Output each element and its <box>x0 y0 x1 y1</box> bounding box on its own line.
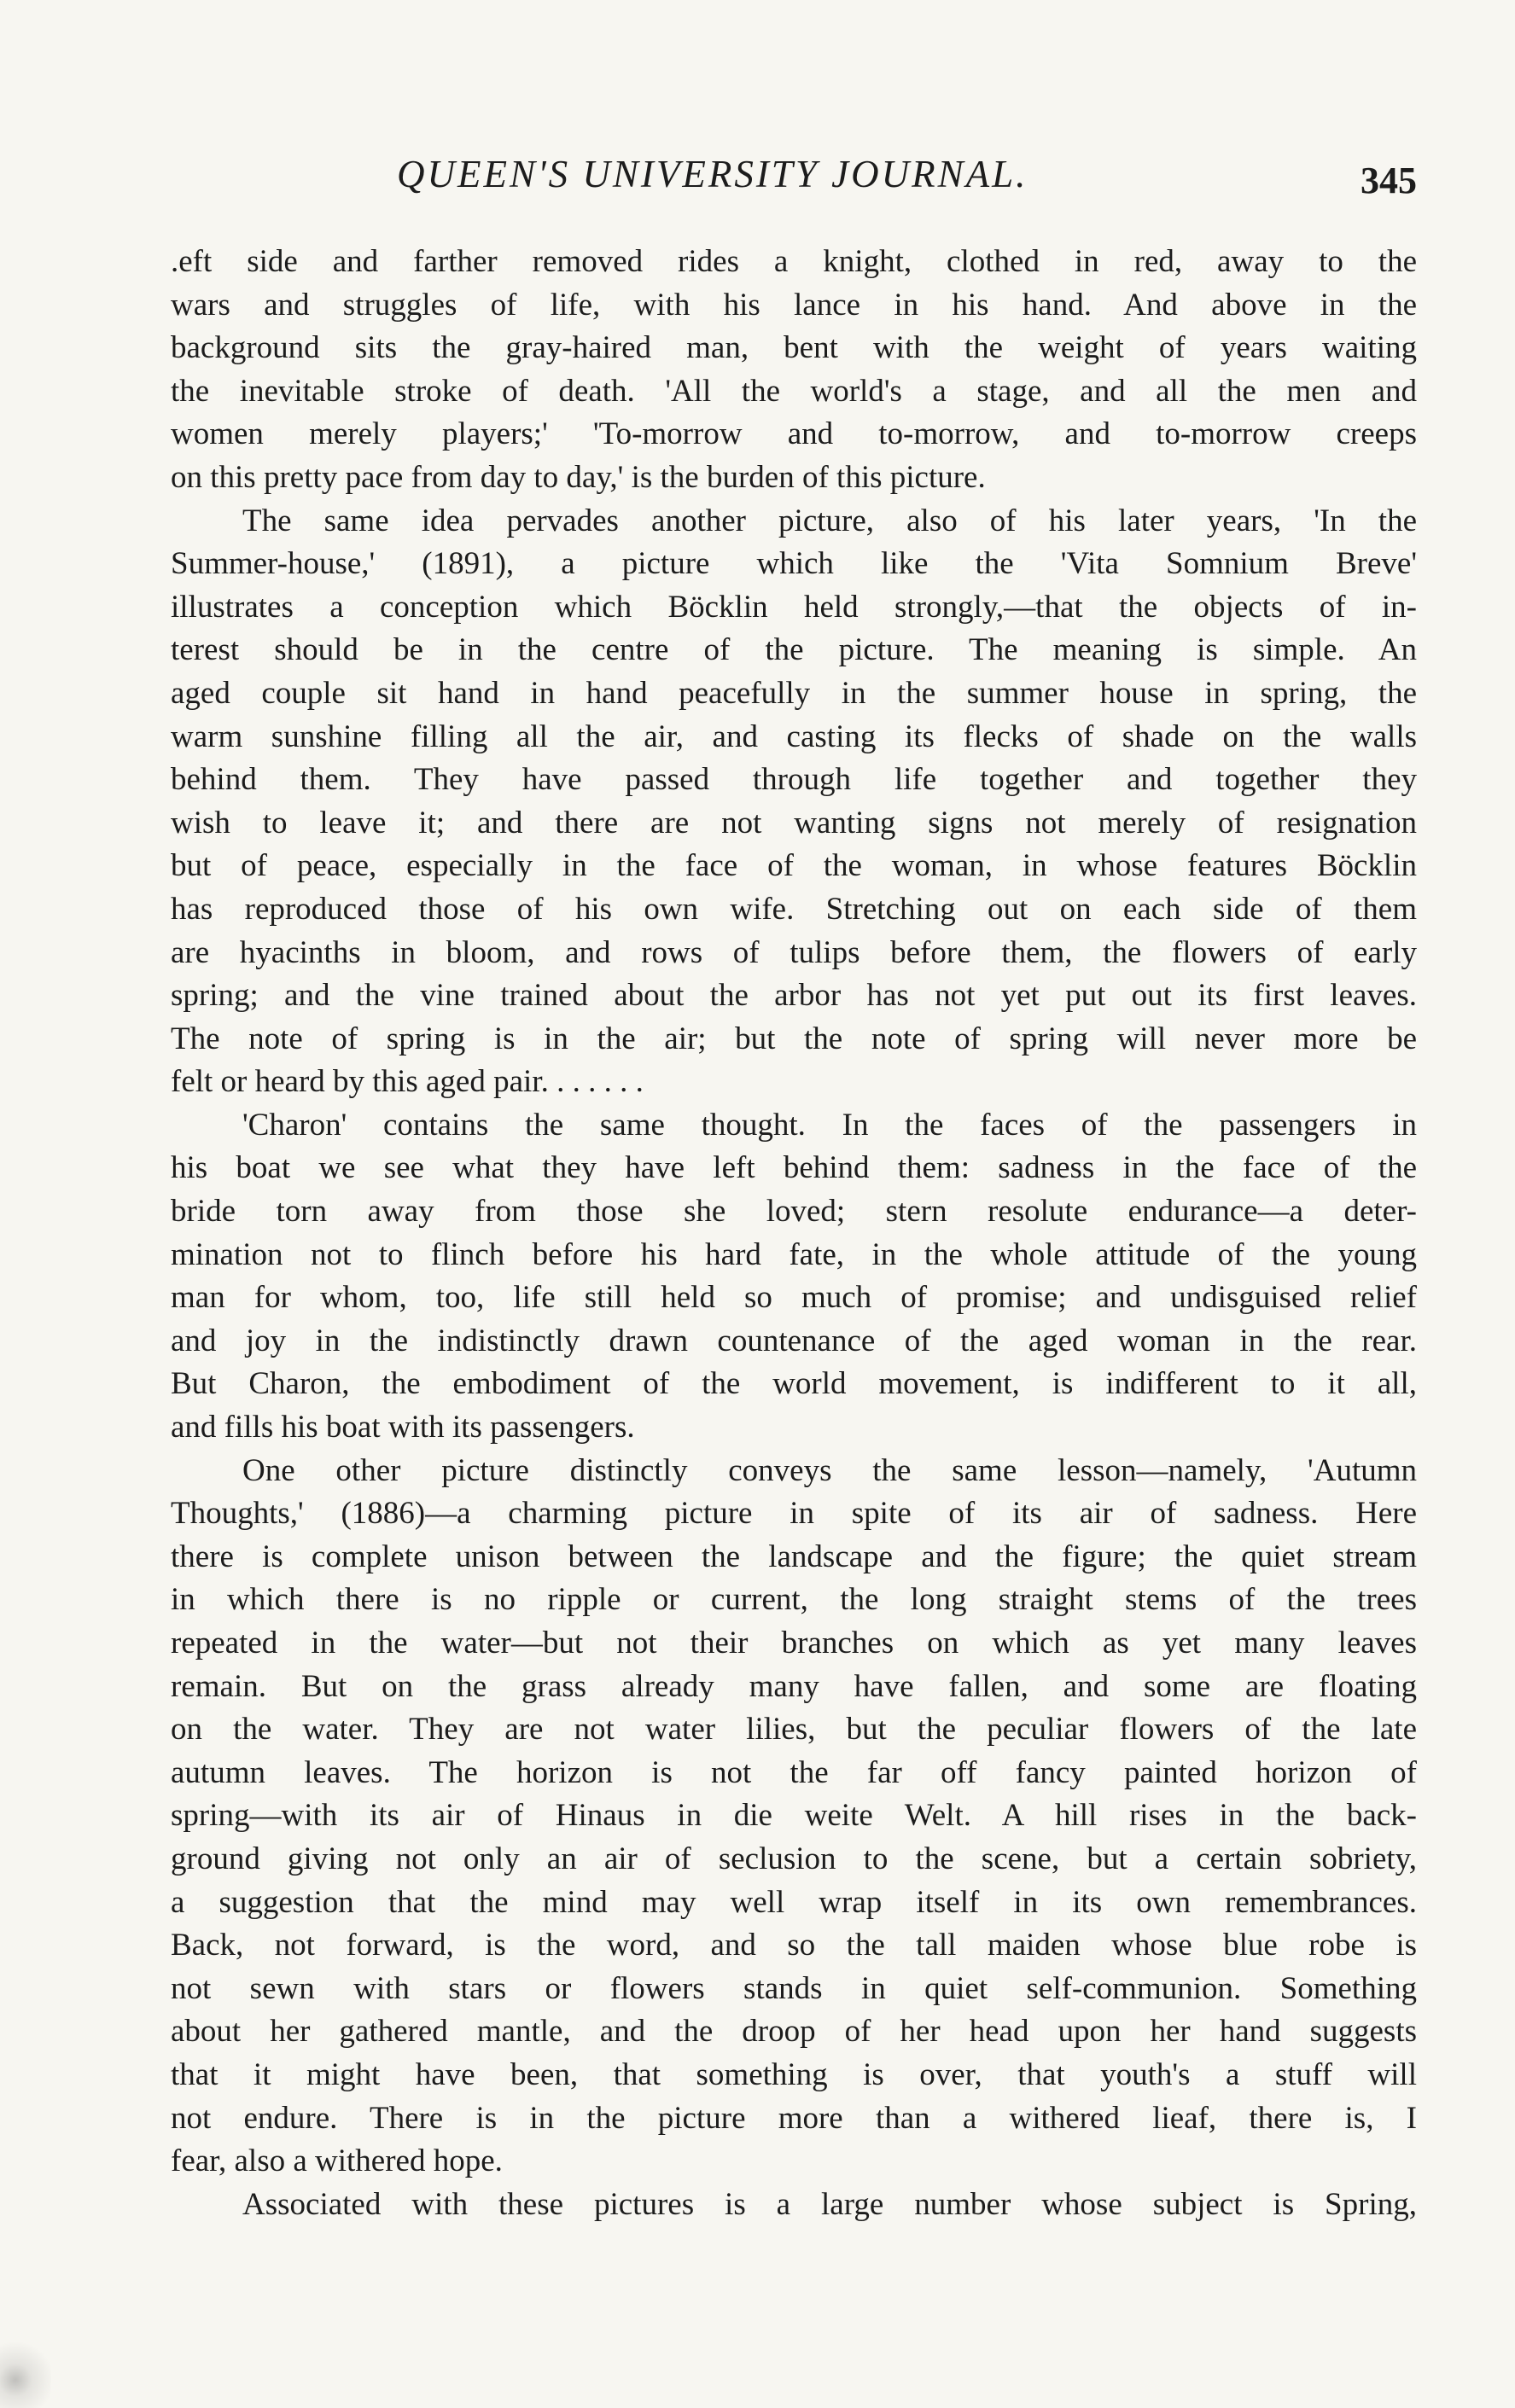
text-line: .eft side and farther removed rides a knight, clothed in red, away to the <box>171 244 1417 279</box>
text-line: spring; and the vine trained about the arbor has not yet put out its first leaves. <box>171 978 1417 1014</box>
text-line: Associated with these pictures is a large number whose subject is Spring, <box>242 2186 1417 2222</box>
scan-smudge <box>0 2338 51 2408</box>
text-line: Thoughts,' (1886)—a charming picture in spite of its air of sadness. Here <box>171 1496 1417 1532</box>
text-line: that it might have been, that something is over, that youth's a stuff will <box>171 2056 1417 2092</box>
text-line: man for whom, too, life still held so much of promise; and undisguised relief <box>171 1280 1417 1316</box>
text-line: Summer-house,' (1891), a picture which like the 'Vita Somnium Breve' <box>171 546 1417 582</box>
text-line: are hyacinths in bloom, and rows of tulips before them, the flowers of early <box>171 934 1417 970</box>
text-line: fear, also a withered hope. <box>171 2143 503 2179</box>
text-line: on the water. They are not water lilies, but the peculiar flowers of the late <box>171 1712 1417 1748</box>
text-line: felt or heard by this aged pair. . . . . . . <box>171 1064 644 1100</box>
text-line: But Charon, the embodiment of the world movement, is indifferent to it all, <box>171 1366 1417 1402</box>
text-line: bride torn away from those she loved; stern resolute endurance—a deter- <box>171 1194 1417 1230</box>
text-line: but of peace, especially in the face of the woman, in whose features Böcklin <box>171 848 1417 884</box>
text-line: not endure. There is in the picture more than a withered lieaf, there is, I <box>171 2100 1417 2136</box>
text-line: his boat we see what they have left behind them: sadness in the face of the <box>171 1150 1417 1186</box>
text-line: The note of spring is in the air; but the note of spring will never more be <box>171 1021 1417 1056</box>
text-line: not sewn with stars or flowers stands in quiet self-communion. Something <box>171 1970 1417 2006</box>
text-line: illustrates a conception which Böcklin held strongly,—that the objects of in- <box>171 589 1417 625</box>
text-line: remain. But on the grass already many have fallen, and some are floating <box>171 1668 1417 1704</box>
text-line: about her gathered mantle, and the droop of her head upon her hand suggests <box>171 2014 1417 2050</box>
body-text <box>171 241 1417 2226</box>
text-line: terest should be in the centre of the picture. The meaning is simple. An <box>171 632 1417 668</box>
journal-title: QUEEN'S UNIVERSITY JOURNAL. <box>397 153 1028 195</box>
text-line: One other picture distinctly conveys the same lesson—namely, 'Autumn <box>242 1452 1417 1488</box>
text-line: mination not to flinch before his hard fate, in the whole attitude of the young <box>171 1236 1417 1272</box>
text-line: wars and struggles of life, with his lance in his hand. And above in the <box>171 287 1417 323</box>
text-line: the inevitable stroke of death. 'All the world's a stage, and all the men and <box>171 373 1417 409</box>
text-line: wish to leave it; and there are not wanting signs not merely of resignation <box>171 805 1417 840</box>
running-head <box>171 152 1417 212</box>
text-line: 'Charon' contains the same thought. In the faces of the passengers in <box>242 1107 1417 1143</box>
text-line: women merely players;' 'To-morrow and to-morrow, and to-morrow creeps <box>171 416 1417 452</box>
text-line: spring—with its air of Hinaus in die weite Welt. A hill rises in the back- <box>171 1798 1417 1834</box>
text-line: a suggestion that the mind may well wrap itself in its own remembrances. <box>171 1884 1417 1920</box>
text-line: ground giving not only an air of seclusion to the scene, but a certain sobriety, <box>171 1841 1417 1876</box>
text-line: The same idea pervades another picture, also of his later years, 'In the <box>242 503 1417 538</box>
text-line: background sits the gray-haired man, bent with the weight of years waiting <box>171 330 1417 366</box>
text-line: autumn leaves. The horizon is not the far off fancy painted horizon of <box>171 1754 1417 1790</box>
text-line: behind them. They have passed through life together and together they <box>171 762 1417 798</box>
text-line: has reproduced those of his own wife. Stretching out on each side of them <box>171 891 1417 927</box>
text-line: warm sunshine filling all the air, and casting its flecks of shade on the walls <box>171 718 1417 754</box>
text-line: repeated in the water—but not their branches on which as yet many leaves <box>171 1626 1417 1661</box>
text-line: aged couple sit hand in hand peacefully in the summer house in spring, the <box>171 675 1417 711</box>
page-number: 345 <box>1361 160 1417 201</box>
text-line: Back, not forward, is the word, and so the tall maiden whose blue robe is <box>171 1928 1417 1963</box>
text-line: there is complete unison between the landscape and the figure; the quiet stream <box>171 1538 1417 1574</box>
text-line: and fills his boat with its passengers. <box>171 1410 635 1445</box>
text-line: on this pretty pace from day to day,' is the burden of this picture. <box>171 459 986 495</box>
text-line: in which there is no ripple or current, the long straight stems of the trees <box>171 1582 1417 1618</box>
text-line: and joy in the indistinctly drawn countenance of the aged woman in the rear. <box>171 1323 1417 1358</box>
